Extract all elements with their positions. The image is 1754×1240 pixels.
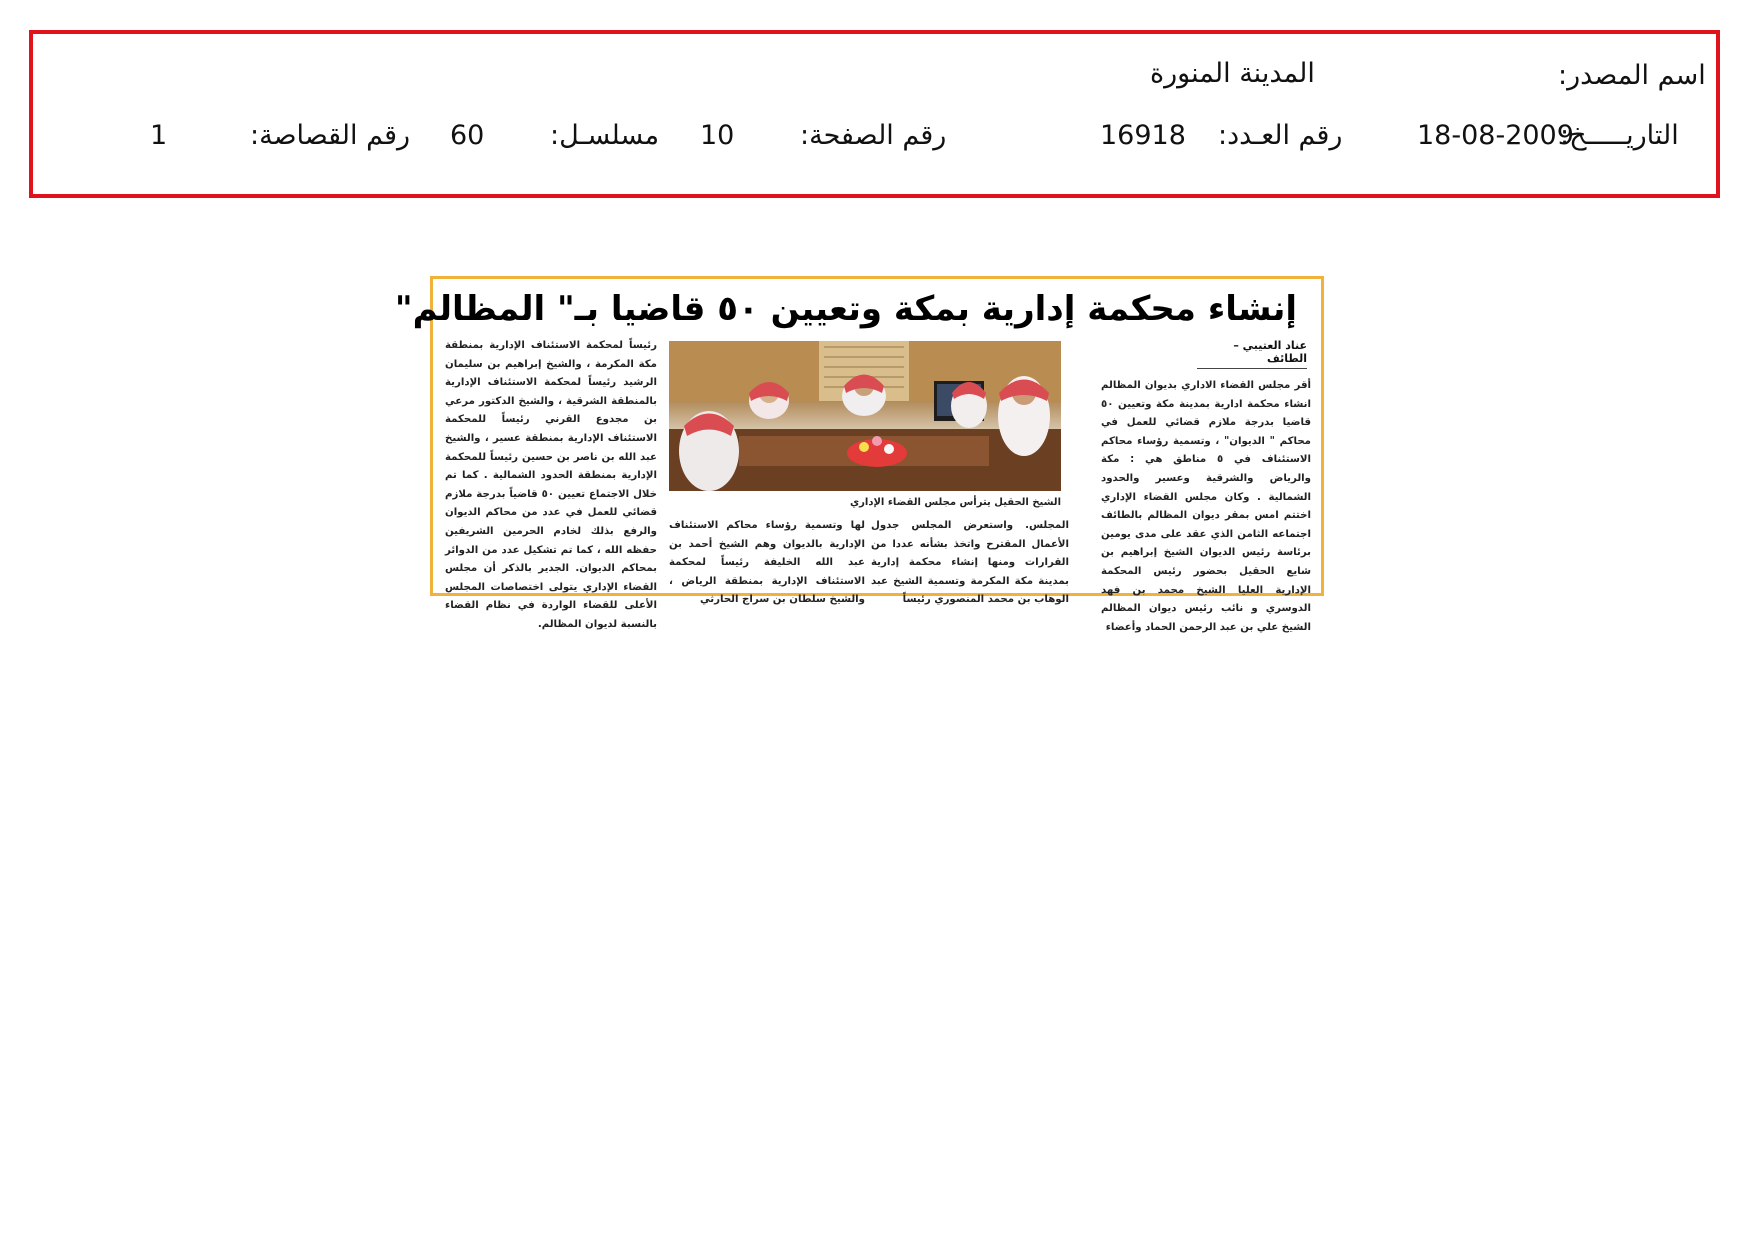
clipping-metadata-box	[29, 30, 1720, 198]
newspaper-clipping	[394, 276, 1324, 633]
article-headline: إنشاء محكمة إدارية بمكة وتعيين ٥٠ قاضيا بـ" المظالم"	[394, 289, 1297, 329]
clip-number-label: رقم القصاصة:	[250, 120, 411, 151]
photo-caption: الشيخ الحقيل يترأس مجلس القضاء الإداري	[849, 497, 1061, 508]
date-label: التاريـــــخ:	[1560, 120, 1679, 151]
page-label: رقم الصفحة:	[800, 120, 947, 151]
serial-value: 60	[450, 120, 485, 151]
article-column-3: لها وتسمية رؤساء محاكم الاستئناف الإدارية بالديوان وهم الشيخ أحمد بن عبد الله الخليفة رئيساً لمحكمة الاستئناف الإدارية بمنطقة الرياض ، والشيخ سلطان بن سراج الحارثي	[669, 520, 865, 606]
source-label: اسم المصدر:	[1558, 60, 1706, 91]
date-value: 18-08-2009	[1417, 120, 1574, 151]
article-column-4: رئيساً لمحكمة الاستئناف الإدارية بمنطقة مكة المكرمة ، والشيخ إبراهيم بن سليمان الرشيد رئيساً لمحكمة الاستئناف الإدارية بالمنطقة الشرقية ، والشيخ الدكتور مرعي بن مجدوع القرني رئيساً للمحكمة الاستئناف الإدارية بمنطقة عسير ، والشيخ عبد الله بن ناصر بن حسين رئيساً للمحكمة الإدارية بمنطقة الحدود الشمالية . كما تم خلال الاجتماع تعيين ٥٠ قاضياً بدرجة ملازم قضائي للعمل في عدد من محاكم الديوان والرفع بذلك لخادم الحرمين الشريفين حفظه الله ، كما تم تشكيل عدد من الدوائر بمحاكم الديوان. الجدير بالذكر أن مجلس القضاء الإداري يتولى اختصاصات المجلس الأعلى للقضاء الواردة في نظام القضاء بالنسبة لديوان المظالم.	[445, 340, 657, 630]
page-value: 10	[700, 120, 735, 151]
photo-meeting-illustration	[669, 341, 1061, 491]
article-column-1: أقر مجلس القضاء الاداري بديوان المظالم انشاء محكمة ادارية بمدينة مكة وتعيين ٥٠ قاضيا بدرجة ملازم قضائي للعمل في محاكم " الديوان" ، وتسمية رؤساء محاكم الاستئناف في ٥ مناطق هي : مكة والرياض والشرقية وعسير والحدود الشمالية . وكان مجلس القضاء الإداري اختتم امس بمقر ديوان المظالم بالطائف اجتماعه الثامن الذي عقد على مدى يومين برئاسة رئيس الديوان الشيخ إبراهيم بن شايع الحقيل بحضور رئيس المحكمة الإدارية العليا الشيخ محمد بن فهد الدوسري و نائب رئيس ديوان المظالم الشيخ علي بن عبد الرحمن الحماد وأعضاء	[1101, 380, 1311, 633]
clip-number-value: 1	[150, 120, 168, 151]
issue-label: رقم العـدد:	[1218, 120, 1343, 151]
source-value: المدينة المنورة	[1150, 58, 1315, 89]
serial-label: مسلسـل:	[550, 120, 660, 151]
article-column-2: المجلس. واستعرض المجلس جدول الأعمال المقترح واتخذ بشأنه عددا من القرارات ومنها إنشاء محكمة إدارية بمدينة مكة المكرمة وتسمية الشيخ عبد الوهاب بن محمد المنصوري رئيساً	[871, 520, 1069, 606]
issue-value: 16918	[1100, 120, 1186, 151]
article-byline: عناد العتيبي – الطائف	[1197, 339, 1307, 369]
article-photo	[669, 341, 1061, 491]
